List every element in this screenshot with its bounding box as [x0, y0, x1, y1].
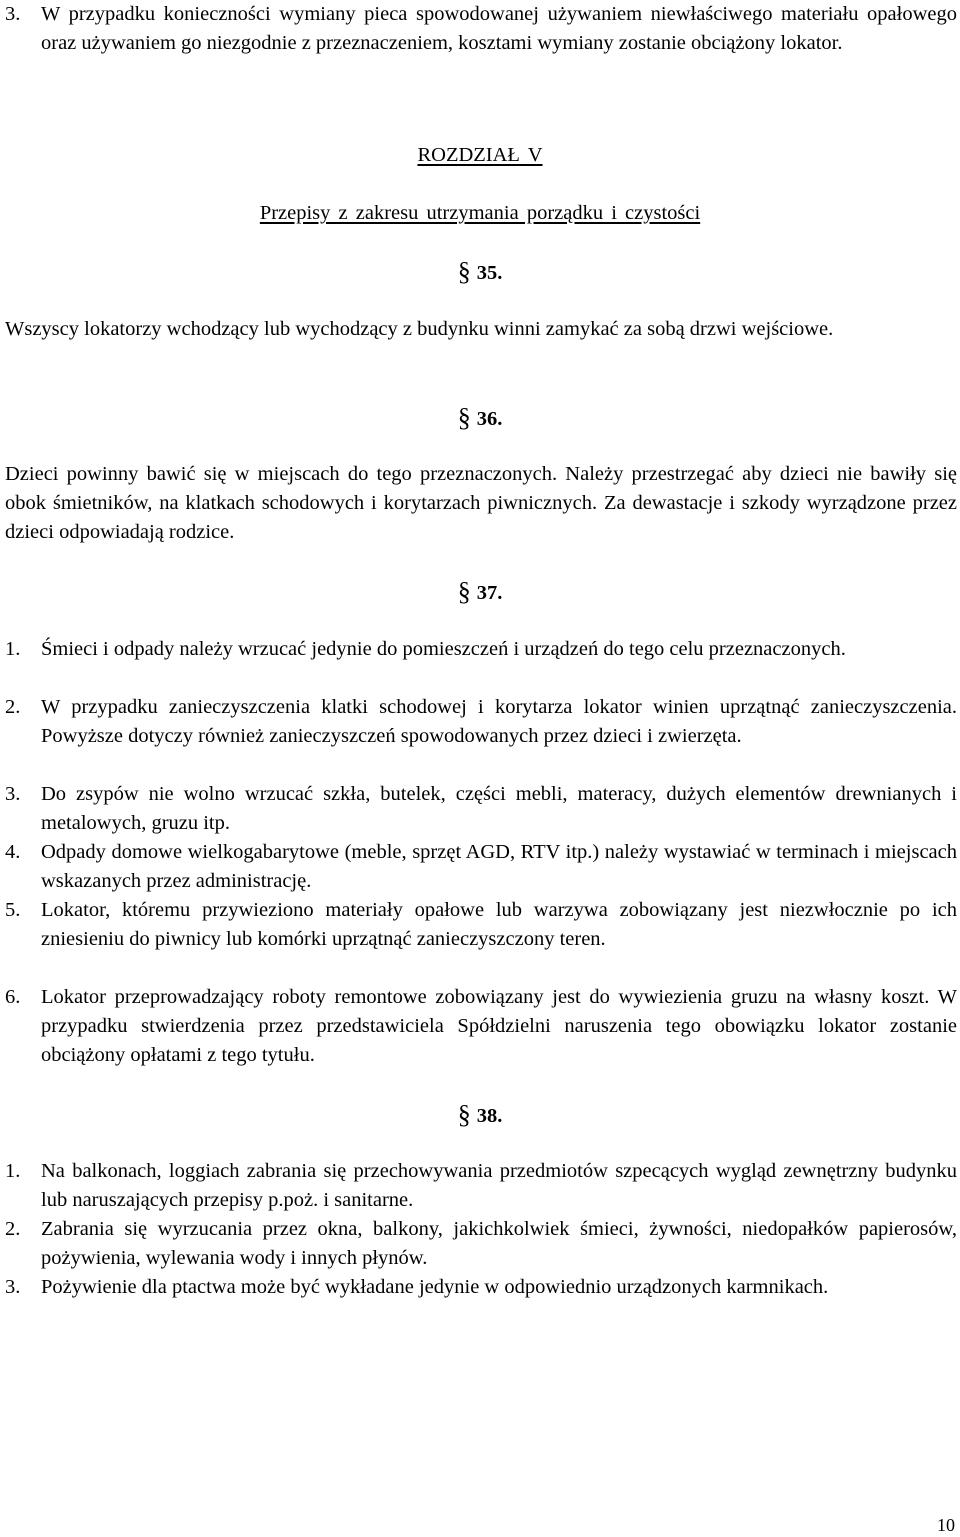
list-item	[5, 635, 957, 664]
intro-item	[5, 0, 957, 58]
section-heading-37	[0, 576, 960, 608]
item-text: Na balkonach, loggiach zabrania się przechowywania przedmiotów szpecących wygląd zewnętrzny budynku lub naruszających przepisy p.poż. i sanitarne.	[41, 1160, 957, 1211]
section-sign: §	[457, 257, 471, 286]
section-sign: §	[457, 1100, 471, 1129]
page-number: 10	[937, 1515, 955, 1535]
item-text: W przypadku konieczności wymiany pieca spowodowanej używaniem niewłaściwego materiału opałowego oraz używaniem go niezgodnie z przeznaczeniem, kosztami wymiany zostanie obciążony lokator.	[41, 3, 957, 54]
item-number: 1.	[5, 1160, 21, 1182]
item-text: W przypadku zanieczyszczenia klatki schodowej i korytarza lokator winien uprzątnąć zanieczyszczenia. Powyższe dotyczy również zanieczyszczeń spowodowanych przez dzieci i zwierzęta.	[41, 696, 957, 747]
item-number: 3.	[5, 783, 21, 805]
list-item	[5, 1215, 957, 1273]
item-number: 2.	[5, 1218, 21, 1240]
chapter-title: ROZDZIAŁ V	[417, 144, 543, 166]
section-number: 38.	[476, 1105, 503, 1127]
list-item	[5, 1273, 957, 1302]
item-text: Lokator, któremu przywieziono materiały opałowe lub warzywa zobowiązany jest niezwłocznie po ich zniesieniu do piwnicy lub komórki uprzątnąć zanieczyszczony teren.	[41, 899, 957, 950]
list-item	[5, 838, 957, 896]
item-number: 4.	[5, 841, 21, 863]
list-item	[5, 896, 957, 954]
item-number: 3.	[5, 3, 21, 25]
chapter-subtitle: Przepisy z zakresu utrzymania porządku i czystości	[259, 202, 701, 224]
list-item	[5, 1157, 957, 1215]
section-35-text: Wszyscy lokatorzy wchodzący lub wychodzący z budynku winni zamykać za sobą drzwi wejściowe.	[5, 318, 834, 340]
section-number: 37.	[476, 582, 503, 604]
item-text: Zabrania się wyrzucania przez okna, balkony, jakichkolwiek śmieci, żywności, niedopałków papierosów, pożywienia, wylewania wody i innych płynów.	[41, 1218, 957, 1269]
list-item	[5, 693, 957, 751]
item-text: Lokator przeprowadzający roboty remontowe zobowiązany jest do wywiezienia gruzu na własny koszt. W przypadku stwierdzenia przez przedstawiciela Spółdzielni naruszenia tego obowiązku lokator zostanie obciążony opłatami z tego tytułu.	[41, 986, 957, 1066]
item-text: Do zsypów nie wolno wrzucać szkła, butelek, części mebli, materacy, dużych elementów drewnianych i metalowych, gruzu itp.	[41, 783, 957, 834]
section-number: 36.	[476, 408, 503, 430]
list-item	[5, 983, 957, 1070]
section-heading-36	[0, 402, 960, 434]
item-text: Pożywienie dla ptactwa może być wykładane jedynie w odpowiednio urządzonych karmnikach.	[41, 1276, 829, 1298]
item-number: 5.	[5, 899, 21, 921]
item-text: Odpady domowe wielkogabarytowe (meble, sprzęt AGD, RTV itp.) należy wystawiać w terminach i miejscach wskazanych przez administrację.	[41, 841, 957, 892]
item-number: 2.	[5, 696, 21, 718]
section-heading-38	[0, 1099, 960, 1131]
section-36-text: Dzieci powinny bawić się w miejscach do tego przeznaczonych. Należy przestrzegać aby dzieci nie bawiły się obok śmietników, na klatkach schodowych i korytarzach piwnicznych. Za dewastacje i szkody wyrządzone przez dzieci odpowiadają rodzice.	[5, 463, 957, 543]
section-sign: §	[457, 403, 471, 432]
section-sign: §	[457, 577, 471, 606]
item-number: 6.	[5, 986, 21, 1008]
list-item	[5, 780, 957, 838]
section-heading-35	[0, 256, 960, 288]
item-number: 1.	[5, 638, 21, 660]
item-number: 3.	[5, 1276, 21, 1298]
section-number: 35.	[476, 262, 503, 284]
item-text: Śmieci i odpady należy wrzucać jedynie do pomieszczeń i urządzeń do tego celu przeznaczonych.	[41, 638, 846, 660]
